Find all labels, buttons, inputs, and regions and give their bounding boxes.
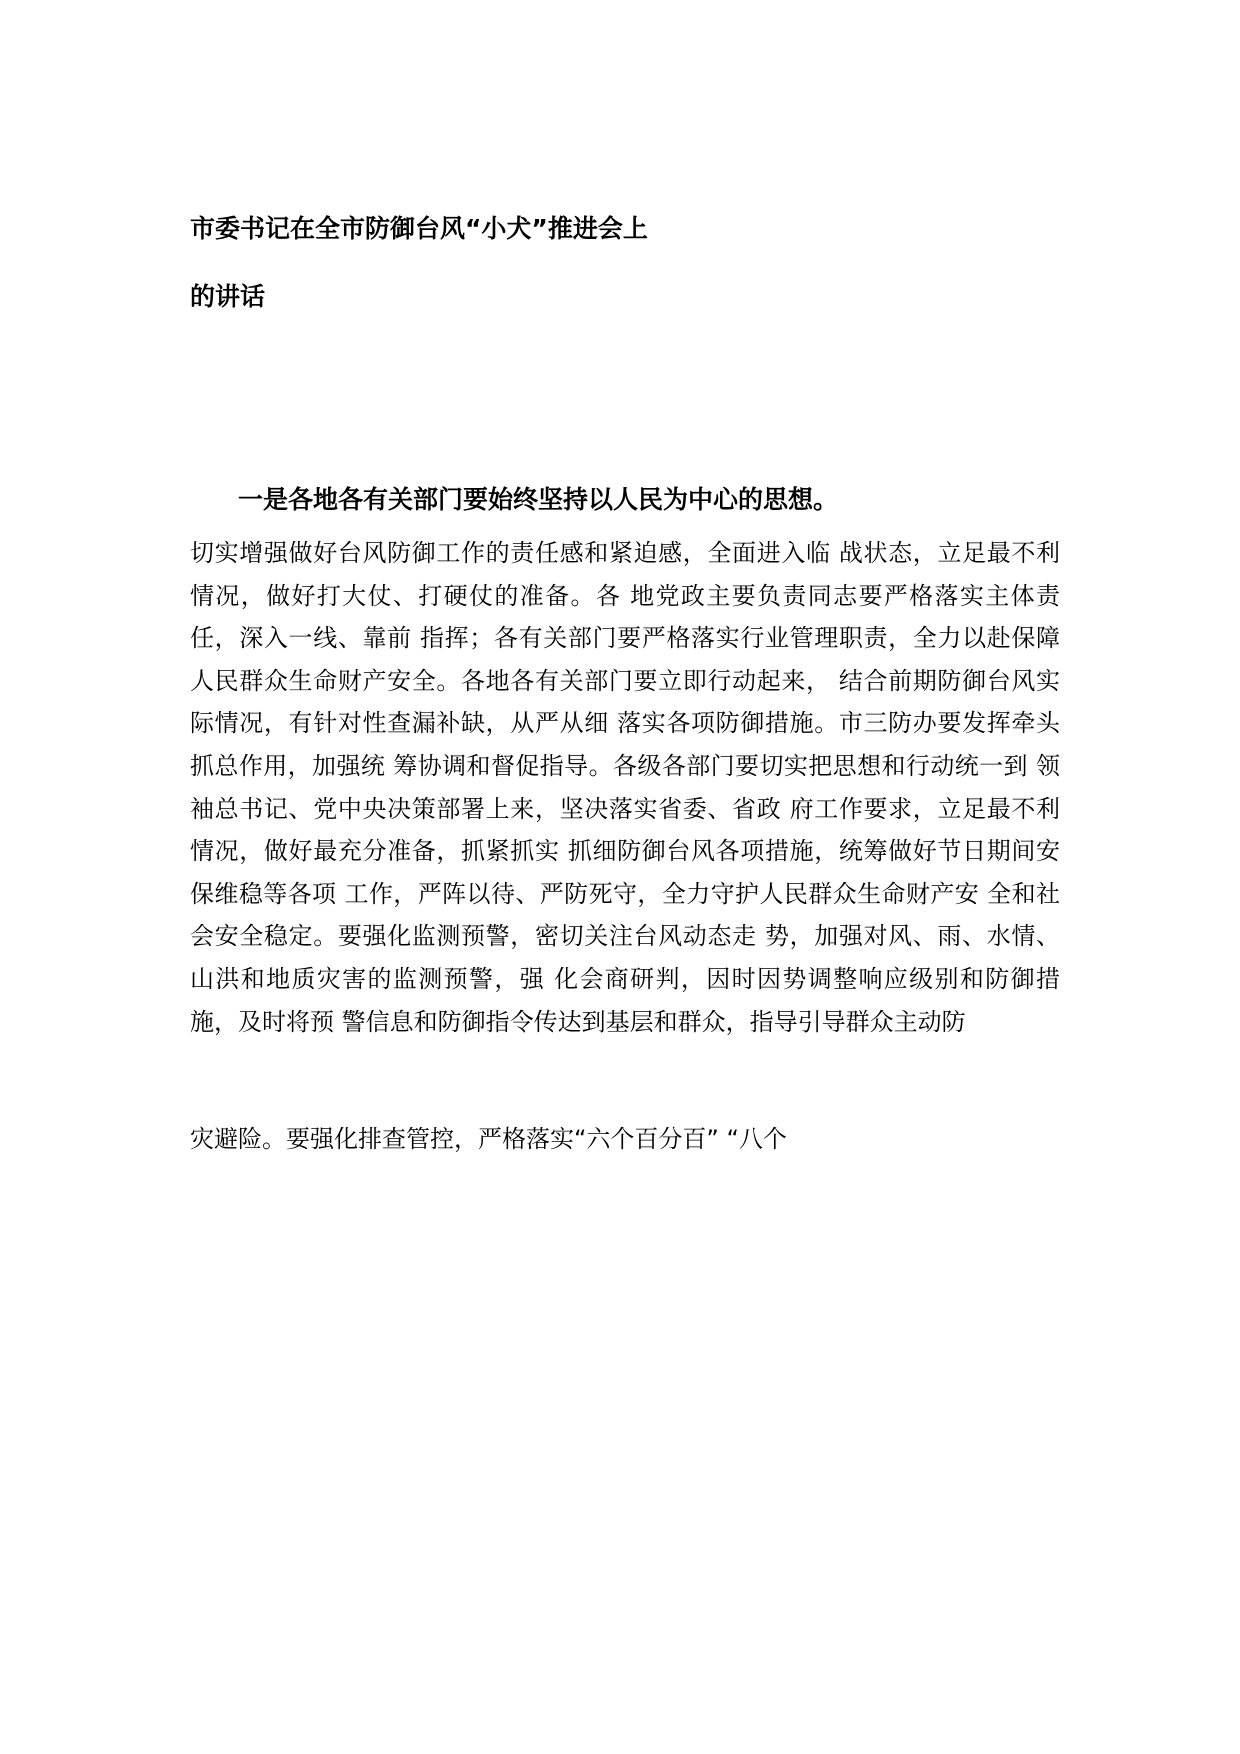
document-title-line-2: 的讲话 — [190, 282, 266, 311]
document-title-line-1: 市委书记在全市防御台风“小犬”推进会上 — [190, 214, 648, 243]
body-paragraph-2: 灾避险。要强化排查管控，严格落实“六个百分百” “八个 — [190, 1125, 787, 1153]
section-heading: 一是各地各有关部门要始终坚持以人民为中心的思想。 — [238, 485, 839, 514]
body-paragraph-1: 切实增强做好台风防御工作的责任感和紧迫感，全面进入临 战状态，立足最不利情况，做好打大仗、打硬仗的准备。各 地党政主要负责同志要严格落实主体责任，深入一线、靠前 指挥；各有关部门要严格落实行业管理职责，全力以赴保障 人民群众生命财产安全。各地各有关部门要立即行动起来， 结合前期防御台风实际情况，有针对性查漏补缺，从严从细 落实各项防御措施。市三防办要发挥牵头抓总作用，加强统 筹协调和督促指导。各级各部门要切实把思想和行动统一到 领袖总书记、党中央决策部署上来，坚决落实省委、省政 府工作要求，立足最不利情况，做好最充分准备，抓紧抓实 抓细防御台风各项措施，统筹做好节日期间安保维稳等各项 工作，严阵以待、严防死守，全力守护人民群众生命财产安 全和社会安全稳定。要强化监测预警，密切关注台风动态走 势，加强对风、雨、水情、山洪和地质灾害的监测预警，强 化会商研判，因时因势调整响应级别和防御措施，及时将预 警信息和防御指令传达到基层和群众，指导引导群众主动防 — [190, 539, 1060, 1036]
